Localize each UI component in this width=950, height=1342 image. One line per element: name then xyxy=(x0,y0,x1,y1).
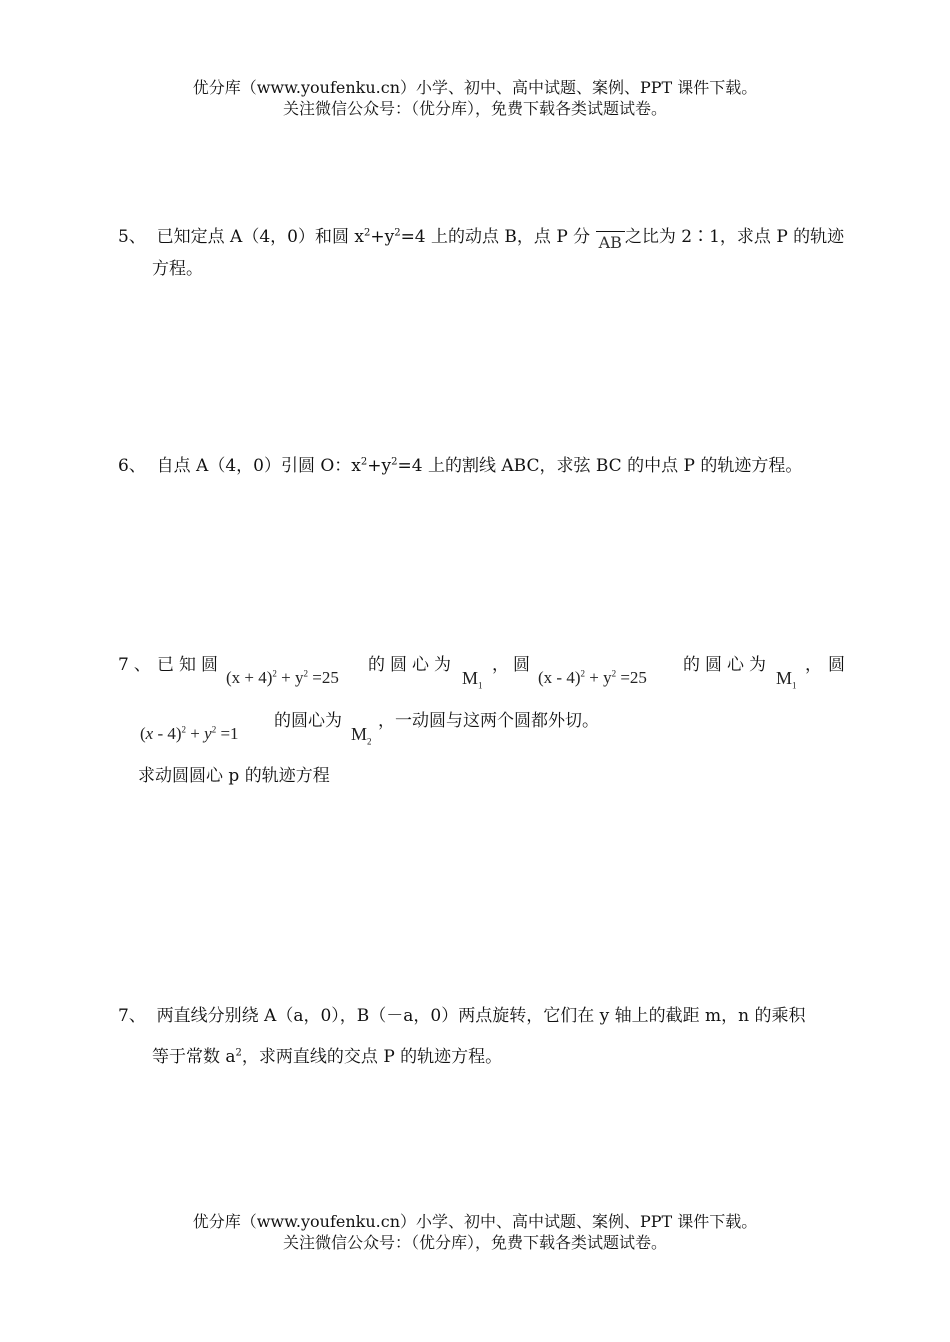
question-5-line-2: 方程。 xyxy=(152,259,203,279)
q5-arc-ab: AB xyxy=(596,231,625,252)
question-6-number: 6、 xyxy=(118,456,146,476)
m1-subscript: 1 xyxy=(478,680,483,691)
page-header xyxy=(0,77,950,119)
q5-text-b: +y xyxy=(370,227,395,247)
eq2-part-b: + y xyxy=(584,668,612,687)
eq3-sup-1: 2 xyxy=(181,724,187,735)
eq2-part-a: (x - 4) xyxy=(538,668,581,687)
question-7a-number: 7、 xyxy=(118,655,156,675)
eq3-plus: + xyxy=(186,724,205,743)
q7a-comma-2: ， xyxy=(805,655,822,675)
eq3-y: y xyxy=(204,724,212,743)
q7a-equation-3 xyxy=(140,724,239,744)
q6-text-c: =4 上的割线 ABC，求弦 BC 的中点 P 的轨迹方程。 xyxy=(397,456,803,476)
q7a-text-5: 的圆心为 xyxy=(683,655,771,675)
q7a-text-8: 的圆心为 xyxy=(274,711,342,731)
q5-text-d: 之比为 2∶1，求点 P 的轨迹 xyxy=(624,227,845,247)
eq1-part-a: (x + 4) xyxy=(226,668,273,687)
q6-sup-1: 2 xyxy=(360,456,368,468)
q7b-text-a: 两直线分别绕 A（a，0），B（－a，0）两点旋转，它们在 y 轴上的截距 m，n 的乘积 xyxy=(156,1006,806,1026)
question-5-number: 5、 xyxy=(118,227,146,247)
question-7b-line-1 xyxy=(118,1001,806,1031)
q7a-m1-first xyxy=(462,668,483,689)
q7b-text-b: 等于常数 a xyxy=(152,1047,236,1067)
m1b-letter: M xyxy=(776,668,793,688)
q7a-equation-2 xyxy=(538,668,647,688)
q7a-equation-1 xyxy=(226,668,339,688)
eq1-sup-1: 2 xyxy=(272,668,277,679)
eq1-sup-2: 2 xyxy=(303,668,309,679)
q7a-m2 xyxy=(351,724,372,745)
q7a-text-9: ，一动圆与这两个圆都外切。 xyxy=(378,711,599,731)
q7b-sup: 2 xyxy=(235,1047,242,1059)
question-7b-line-2 xyxy=(152,1042,502,1072)
m1b-subscript: 1 xyxy=(792,680,797,691)
eq3-x: x xyxy=(145,724,154,743)
page-footer xyxy=(0,1211,950,1253)
question-7b-number: 7、 xyxy=(118,1006,146,1026)
q7a-text-7: 圆 xyxy=(828,655,845,675)
q6-text-b: +y xyxy=(367,456,392,476)
q7a-text-2: 的圆心为 xyxy=(368,655,456,675)
q5-sup-1: 2 xyxy=(363,227,371,239)
eq3-paren: ( xyxy=(140,724,146,743)
q5-sup-2: 2 xyxy=(394,227,401,239)
m1-letter: M xyxy=(462,668,479,688)
eq3-part-b: - 4) xyxy=(153,724,182,743)
eq2-sup-2: 2 xyxy=(611,668,617,679)
m2-subscript: 2 xyxy=(367,736,372,747)
header-line-2: 关注微信公众号：（优分库），免费下载各类试题试卷。 xyxy=(282,99,667,118)
q6-text-a: 自点 A（4，0）引圆 O：x xyxy=(156,456,361,476)
footer-line-2: 关注微信公众号：（优分库），免费下载各类试题试卷。 xyxy=(282,1233,667,1252)
q7a-text-4: 圆 xyxy=(513,655,530,675)
q5-text-c: =4 上的动点 B，点 P 分 xyxy=(400,227,591,247)
q6-sup-2: 2 xyxy=(391,456,398,468)
eq1-part-c: =25 xyxy=(308,668,339,687)
question-5-line-1 xyxy=(118,222,844,252)
eq3-part-d: =1 xyxy=(216,724,239,743)
q7a-text-1: 已知圆 xyxy=(157,655,223,675)
eq3-sup-2: 2 xyxy=(211,724,217,735)
q7a-m1-second xyxy=(776,668,797,689)
q5-text-a: 已知定点 A（4，0）和圆 x xyxy=(156,227,364,247)
header-line-1: 优分库（www.youfenku.cn）小学、初中、高中试题、案例、PPT 课件下载。 xyxy=(192,78,758,97)
eq2-part-c: =25 xyxy=(616,668,647,687)
q7a-comma-1: ， xyxy=(492,655,509,675)
footer-line-1: 优分库（www.youfenku.cn）小学、初中、高中试题、案例、PPT 课件下载。 xyxy=(192,1212,758,1231)
m2-letter: M xyxy=(351,724,368,744)
q7a-line-3: 求动圆圆心 p 的轨迹方程 xyxy=(138,766,330,786)
q7b-text-c: ，求两直线的交点 P 的轨迹方程。 xyxy=(241,1047,503,1067)
eq2-sup-1: 2 xyxy=(580,668,585,679)
eq1-part-b: + y xyxy=(276,668,304,687)
question-6 xyxy=(118,451,802,481)
